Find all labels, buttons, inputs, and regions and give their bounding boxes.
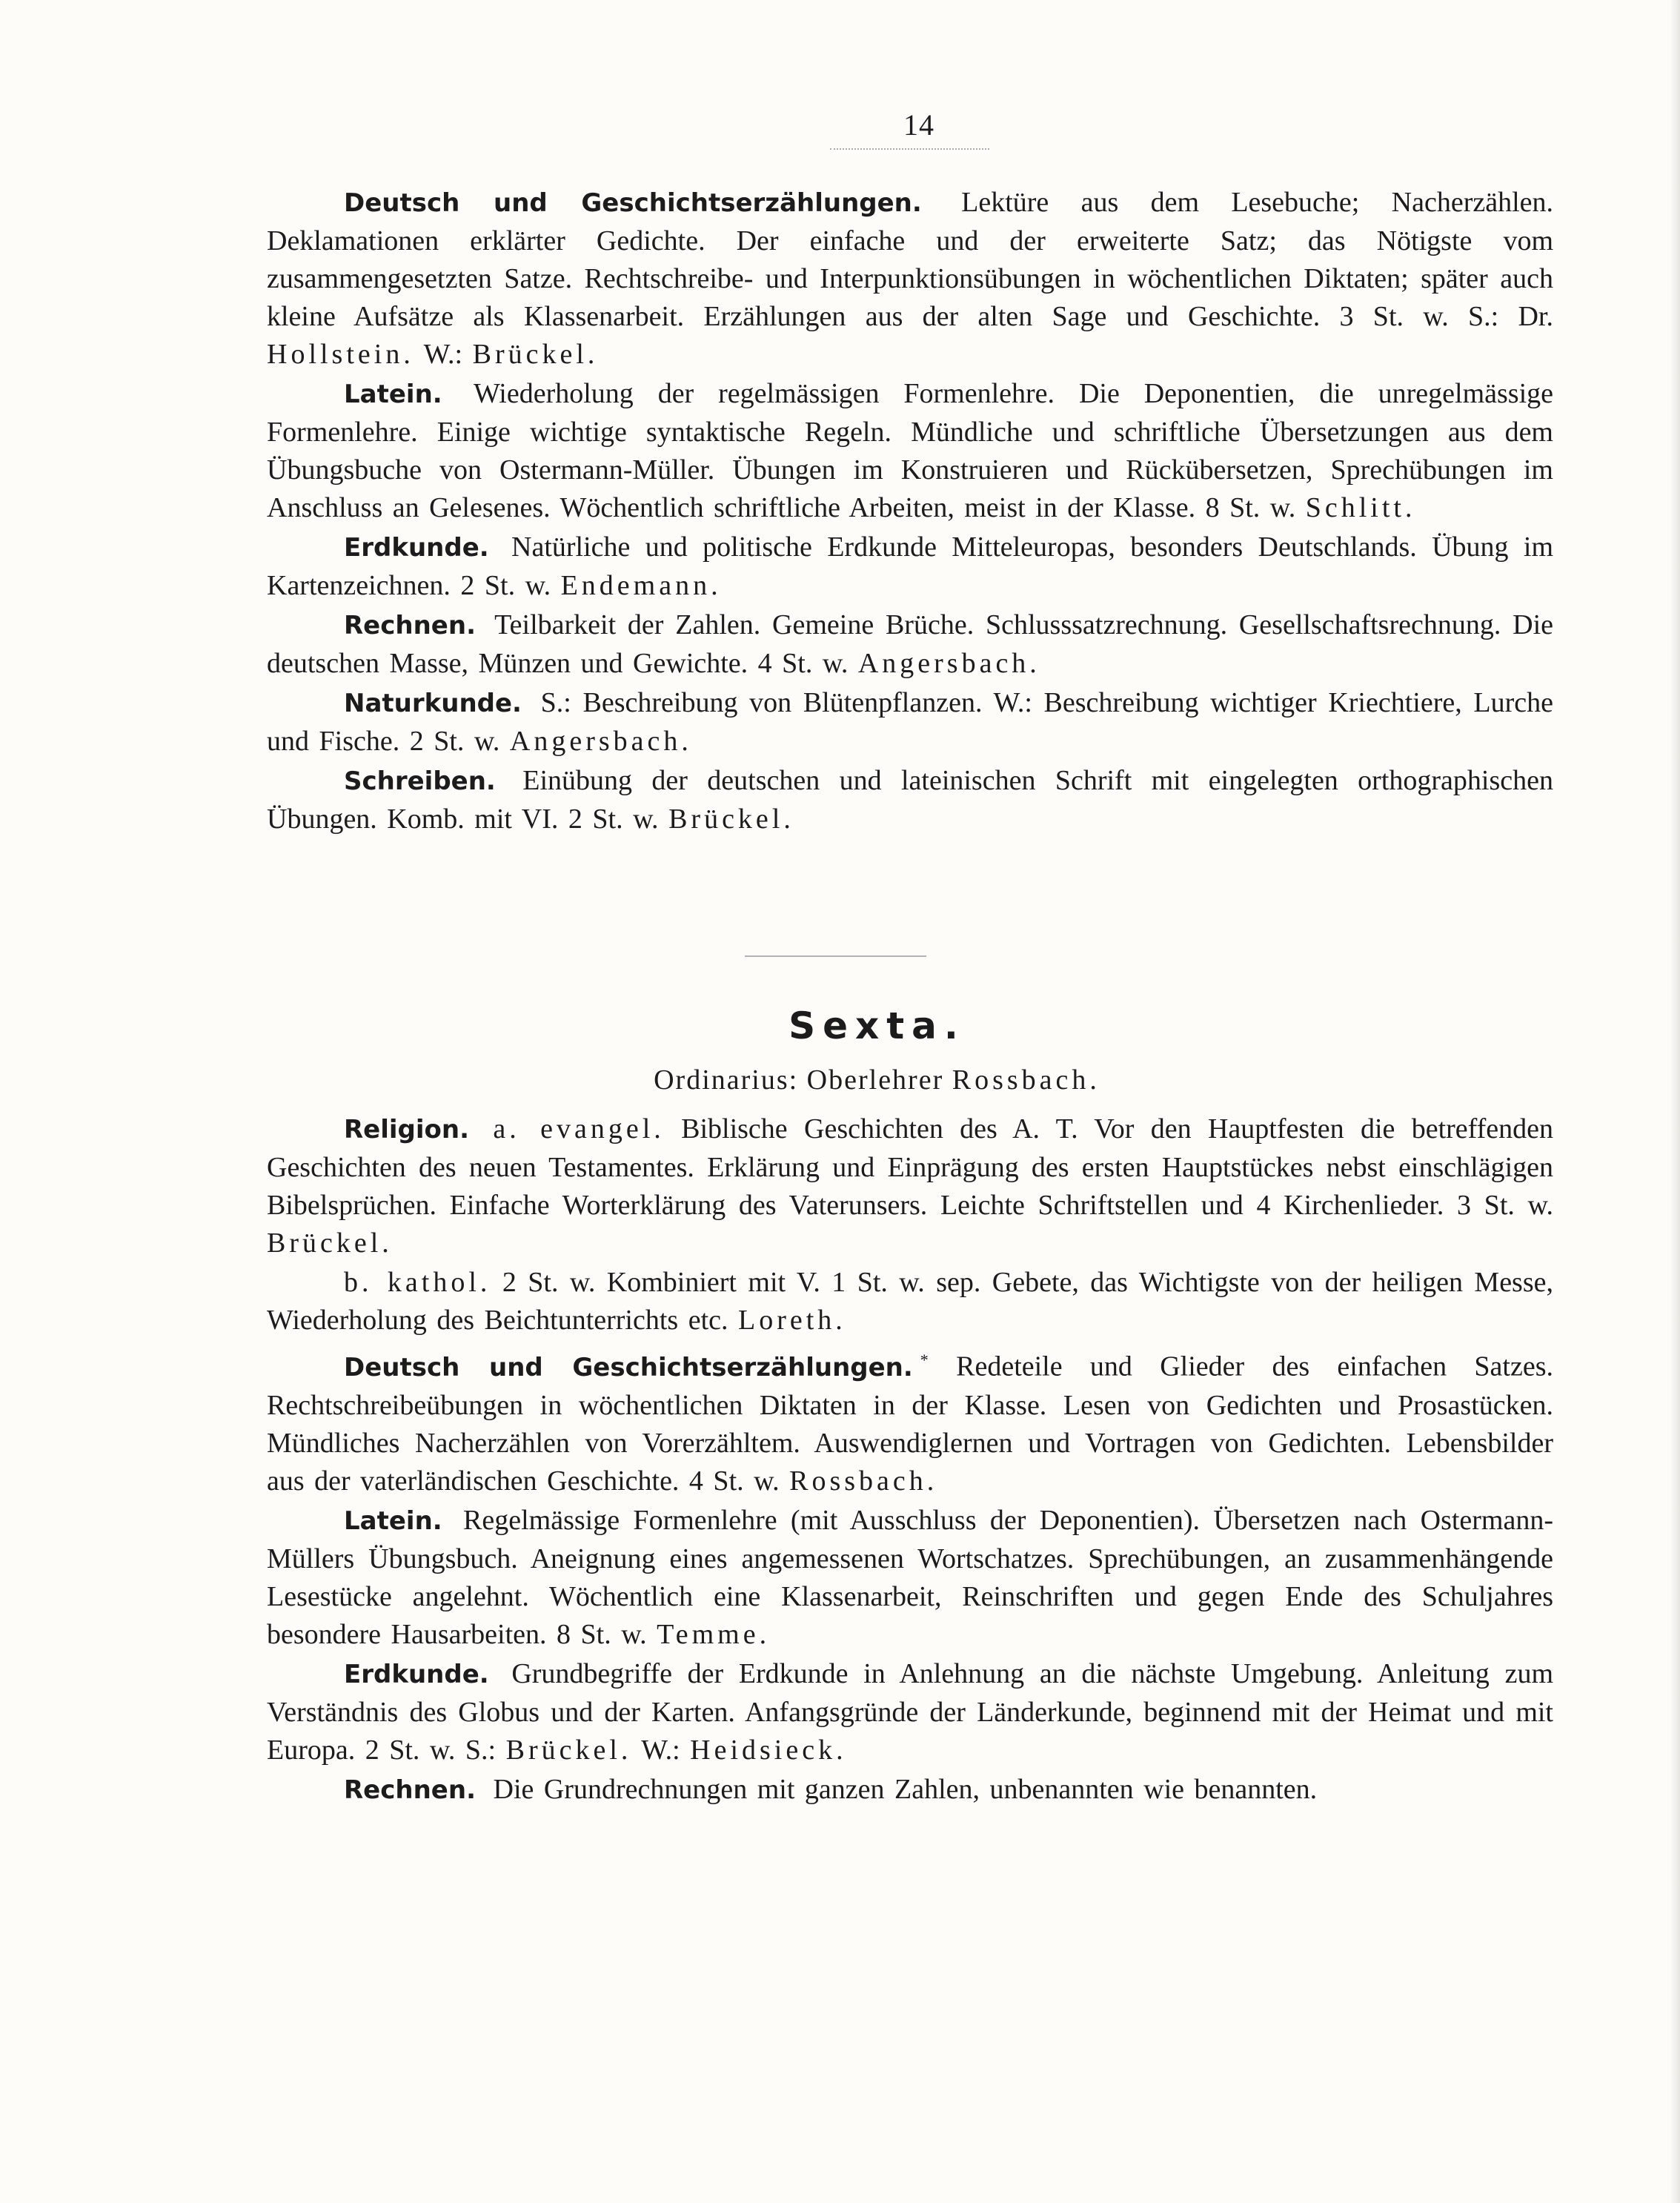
paragraph-deutsch (267, 184, 1553, 374)
denomination-label: b. kathol. (344, 1267, 491, 1298)
paragraph-deutsch (267, 1341, 1553, 1500)
page-edge-shadow (1670, 0, 1680, 2203)
page-number: 14 (903, 108, 934, 142)
paragraph-naturkunde (267, 684, 1553, 761)
subject-text: Natürliche und politische Erdkunde Mitteleuropas, besonders Deutschlands. Übung im Kartenzeichnen. 2 St. w. (267, 531, 1554, 601)
teacher-name: Brückel. (267, 1228, 393, 1259)
teacher-name: Heidsieck. (690, 1734, 847, 1766)
ordinarius-line (0, 1064, 1680, 1096)
sexta-section (267, 1110, 1553, 1811)
paragraph-erdkunde (267, 529, 1553, 605)
top-section (267, 184, 1553, 840)
teacher-name: Loreth. (738, 1305, 846, 1336)
teacher-name: Schlitt. (1305, 492, 1416, 523)
subject-text: Biblische Geschichten des A. T. Vor den Hauptfesten die betreffenden Geschichten des neuen Testamentes. Erklärung und Einprägung des ersten Hauptstückes nebst einschlägigen Bibelsprüchen. Einfache Worterklärung des Vaterunsers. Leichte Schriftstellen und 4 Kirchenlieder. 3 St. w. (267, 1113, 1554, 1221)
paragraph-erdkunde (267, 1655, 1553, 1769)
section-divider (745, 955, 926, 957)
subject-text: Die Grundrechnungen mit ganzen Zahlen, unbenannten wie benannten. (493, 1773, 1318, 1805)
paragraph-latein (267, 375, 1553, 527)
teacher-name: Hollstein. (267, 339, 414, 370)
subject-heading: Religion. (344, 1115, 470, 1144)
teacher-name: Rossbach. (789, 1465, 938, 1497)
term-label: W.: (423, 339, 463, 370)
teacher-name: Brückel. (472, 339, 599, 370)
teacher-name: Brückel. (505, 1734, 632, 1766)
subject-text: Grundbegriffe der Erdkunde in Anlehnung an die nächste Umgebung. Anleitung zum Verständnis des Globus und der Karten. Anfangsgründe der Länderkunde, beginnend mit der Heimat und mit Europa. 2 St. w. S.: (267, 1657, 1554, 1766)
page-number-rule (830, 148, 989, 150)
teacher-name: Angersbach. (857, 648, 1040, 679)
footnote-mark: * (920, 1351, 929, 1369)
paragraph-rechnen (267, 1771, 1553, 1809)
subject-heading: Deutsch und Geschichtserzählungen. (344, 188, 922, 218)
teacher-name: Angersbach. (509, 726, 692, 757)
teacher-name: Temme. (657, 1618, 771, 1650)
subject-heading: Schreiben. (344, 766, 496, 796)
subject-heading: Latein. (344, 1505, 442, 1536)
subject-heading: Erdkunde. (344, 1659, 489, 1689)
subject-text: Teilbarkeit der Zahlen. Gemeine Brüche. Schlusssatzrechnung. Gesellschaftsrechnung. Die deutschen Masse, Münzen und Gewichte. 4 St. w. (267, 609, 1553, 679)
denomination-label: a. evangel. (493, 1113, 665, 1144)
subject-text: 2 St. w. Kombiniert mit V. 1 St. w. sep. Gebete, das Wichtigste von der heiligen Messe, Wiederholung des Beichtunterrichts etc. (267, 1267, 1554, 1336)
subject-heading: Rechnen. (344, 1775, 476, 1805)
subject-text: Einübung der deutschen und lateinischen Schrift mit eingelegten orthographischen Übungen. Komb. mit VI. 2 St. w. (267, 765, 1553, 835)
paragraph-latein (267, 1502, 1553, 1654)
subject-heading: Latein. (344, 380, 442, 409)
subject-text: S.: Beschreibung von Blütenpflanzen. W.: Beschreibung wichtiger Kriechtiere, Lurche und Fische. 2 St. w. (267, 687, 1554, 757)
subject-heading: Deutsch und Geschichtserzählungen. (344, 1352, 913, 1382)
subject-text: Wiederholung der regelmässigen Formenlehre. Die Deponentien, die unregelmässige Formenlehre. Einige wichtige syntaktische Regeln. Mündliche und schriftliche Übersetzungen aus dem Übungsbuche von Ostermann-Müller. Übungen im Konstruieren und Rückübersetzen, Sprechübungen im Anschluss an Gelesenes. Wöchentlich schriftliche Arbeiten, meist in der Klasse. 8 St. w. (267, 378, 1553, 523)
paragraph-schreiben (267, 762, 1553, 838)
subject-heading: Rechnen. (344, 611, 476, 640)
paragraph-religion-b (267, 1264, 1553, 1339)
paragraph-religion-a (267, 1110, 1553, 1262)
subject-text: Redeteile und Glieder des einfachen Satzes. Rechtschreibeübungen in wöchentlichen Diktaten in der Klasse. Lesen von Gedichten und Prosastücken. Mündliches Nacherzählen von Vorerzähltem. Auswendiglernen und Vortragen von Gedichten. Lebensbilder aus der vaterländischen Geschichte. 4 St. w. (267, 1351, 1553, 1497)
subject-heading: Erdkunde. (344, 533, 489, 563)
subject-text: Regelmässige Formenlehre (mit Ausschluss der Deponentien). Übersetzen nach Ostermann-Müllers Übungsbuch. Aneignung eines angemessenen Wortschatzes. Sprechübungen, an zusammenhängende Lesestücke angelehnt. Wöchentlich eine Klassenarbeit, Reinschriften und gegen Ende des Schuljahres besondere Hausarbeiten. 8 St. w. (267, 1504, 1554, 1650)
paragraph-rechnen (267, 606, 1553, 683)
subject-heading: Naturkunde. (344, 689, 522, 718)
subject-text: Lektüre aus dem Lesebuche; Nacherzählen. Deklamationen erklärter Gedichte. Der einfache und der erweiterte Satz; das Nötigste vom zusammengesetzten Satze. Rechtschreibe- und Interpunktionsübungen in wöchentlichen Diktaten; später auch kleine Aufsätze als Klassenarbeit. Erzählungen aus der alten Sage und Geschichte. 3 St. w. S.: Dr. (267, 187, 1554, 332)
teacher-name: Brückel. (668, 804, 794, 835)
ordinarius-label: Ordinarius: Oberlehrer (654, 1064, 944, 1096)
term-label: W.: (641, 1734, 680, 1766)
teacher-name: Endemann. (560, 570, 722, 601)
ordinarius-name: Rossbach. (952, 1064, 1100, 1096)
section-title: Sexta. (788, 1004, 966, 1047)
